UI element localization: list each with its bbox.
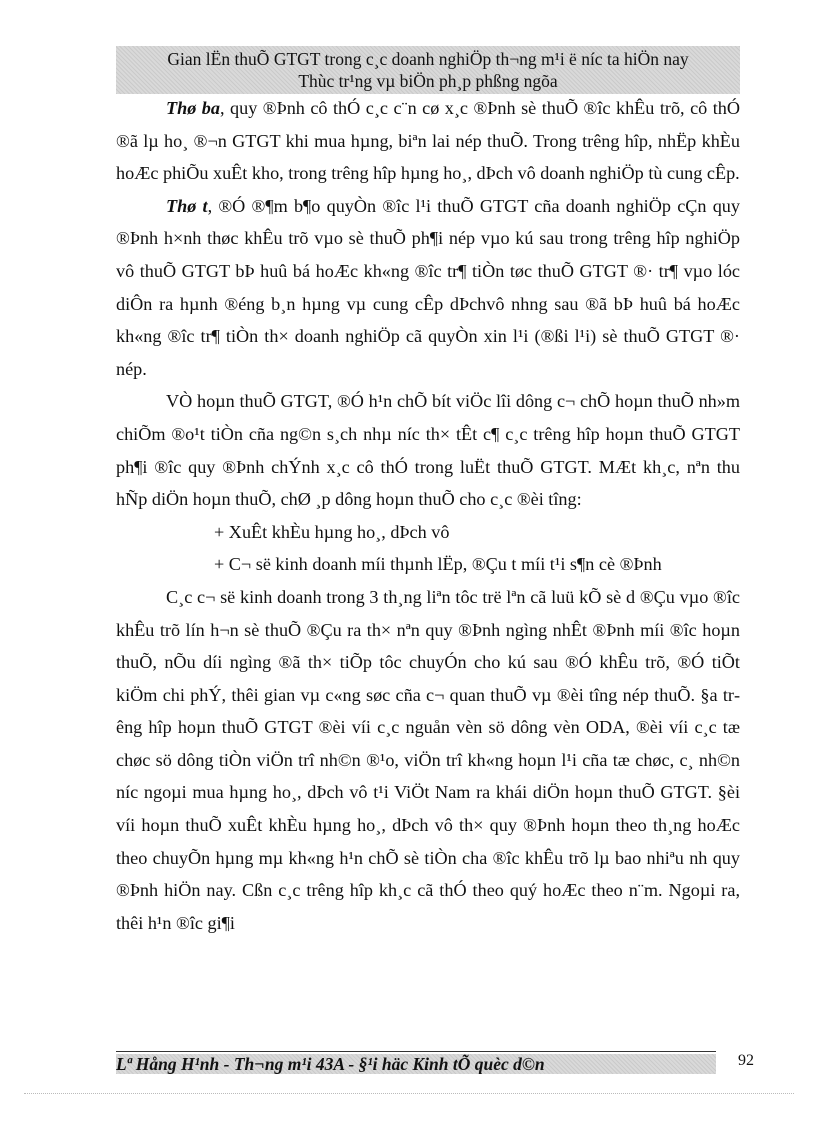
header-title: Gian lËn thuÕ GTGT trong c¸c doanh nghiÖp th¬ng m¹i ë níc ta hiÖn nay	[167, 49, 689, 69]
paragraph: C¸c c¬ së kinh doanh trong 3 th¸ng liªn tôc trë lªn cã luü kÕ sè d ®Çu vµo ®îc khÊu trõ lín h¬n sè thuÕ ®Çu ra th× nªn quy ®Þnh ngìng nhÊt ®Þnh míi ®îc hoµn thuÕ, nÕu díi ngìng ®ã th× tiÕp tôc chuyÓn cho kú sau ®Ó khÊu trõ, ®Ó tiÕt kiÖm chi phÝ, thêi gian vµ c«ng søc cña c¬ quan thuÕ vµ ®èi tîng nép thuÕ. §a trêng hîp hoµn thuÕ GTGT ®èi víi c¸c nguån vèn sö dông vèn ODA, ®èi víi c¸c tæ chøc sö dông tiÒn viÖn trî nh©n ®¹o, viÖn trî kh«ng hoµn l¹i cña tæ chøc, c¸ nh©n níc ngoµi mua hµng ho¸, dÞch vô t¹i ViÖt Nam ra khái diÖn hoµn thuÕ GTGT. §èi víi hoµn thuÕ xuÊt khÈu hµng ho¸, dÞch vô th× quy ®Þnh hoµn theo th¸ng hoÆc theo chuyÕn hµng mµ kh«ng h¹n chÕ sè tiÒn cha ®îc khÊu trõ lµ bao nhiªu nh quy ®Þnh hiÖn nay. Cßn c¸c trêng hîp kh¸c cã thÓ theo quý hoÆc theo n¨m. Ngoµi ra, thêi h¹n ®îc gi¶i	[116, 586, 740, 933]
list-item: + C¬ së kinh doanh míi thµnh lËp, ®Çu t míi t¹i s¶n cè ®Þnh	[214, 554, 662, 575]
paragraph	[116, 190, 740, 386]
footer-divider	[116, 1051, 716, 1052]
paragraph-text: , quy ®Þnh cô thÓ c¸c c¨n cø x¸c ®Þnh sè thuÕ ®îc khÊu trõ, cô thÓ ®ã lµ ho¸ ®¬n GTGT khi mua hµng, biªn lai nép thuÕ. Trong trêng hîp, nhËp khÈu hoÆc phiÕu xuÊt kho, trong trêng hîp hµng ho¸, dÞch vô doanh nghiÖp tù cung cÊp.	[116, 98, 740, 184]
paragraph-lead: Thø ba	[166, 98, 220, 118]
list-item: + XuÊt khÈu hµng ho¸, dÞch vô	[214, 521, 450, 542]
running-header	[116, 46, 740, 94]
paragraph	[116, 385, 740, 515]
paragraph-text: , ®Ó ®¶m b¶o quyÒn ®îc l¹i thuÕ GTGT cña doanh nghiÖp cÇn quy ®Þnh h×nh thøc khÊu trõ vµo sè thuÕ ph¶i nép vµo kú sau trong trêng hîp nghiÖp vô thuÕ GTGT bÞ huû bá hoÆc kh«ng ®îc tr¶ tiÒn tøc thuÕ GTGT ®· tr¶ vµo lóc diÔn ra hµnh ®éng b¸n hµng vµ cung cÊp dÞchvô nhng sau ®ã bÞ huû bá hoÆc kh«ng ®îc tr¶ tiÒn th× doanh nghiÖp cã quyÒn xin l¹i (®ßi l¹i) sè thuÕ GTGT ®· nép.	[116, 195, 740, 379]
footer-credit: Lª Hång H¹nh - Th¬ng m¹i 43A - §¹i häc Kinh tÕ quèc d©n	[116, 1054, 716, 1074]
paragraph	[116, 92, 740, 190]
header-subtitle: Thùc tr¹ng vµ biÖn ph¸p phßng ngõa	[298, 71, 558, 91]
page-number: 92	[738, 1052, 754, 1069]
body-text	[116, 92, 740, 939]
paragraph-lead: Thø t	[166, 195, 208, 216]
paragraph-text: VÒ hoµn thuÕ GTGT, ®Ó h¹n chÕ bít viÖc lîi dông c¬ chÕ hoµn thuÕ nh»m chiÕm ®o¹t tiÒn cña ng©n s¸ch nhµ níc th× tÊt c¶ c¸c trêng hîp hoµn thuÕ GTGT ph¶i ®îc quy ®Þnh chÝnh x¸c cô thÓ trong luËt thuÕ GTGT. MÆt kh¸c, nªn thu hÑp diÖn hoµn thuÕ, chØ ¸p dông hoµn thuÕ cho c¸c ®èi tîng:	[116, 391, 740, 510]
page-bottom-divider	[24, 1093, 794, 1094]
